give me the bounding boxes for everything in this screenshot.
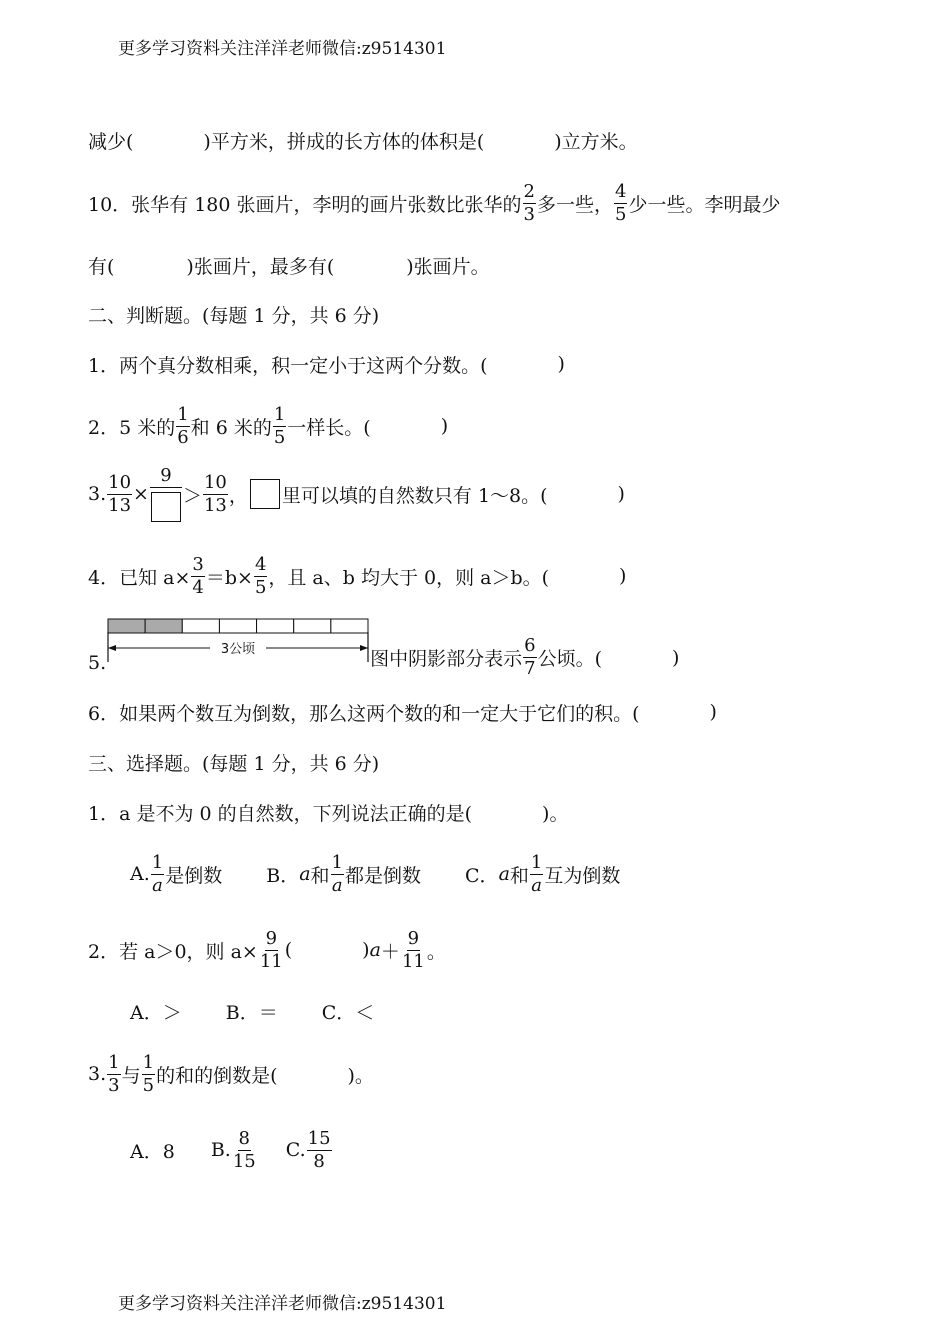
fraction bbox=[401, 927, 426, 972]
section2-title: 二、判断题。(每题 1 分，共 6 分) bbox=[88, 304, 380, 327]
text: ＝b× bbox=[205, 566, 253, 589]
text: 和 6 米的 bbox=[190, 416, 272, 439]
denominator-box bbox=[150, 488, 182, 522]
text: ) bbox=[672, 646, 680, 669]
fraction bbox=[331, 851, 344, 896]
hectare-diagram bbox=[106, 618, 370, 680]
text: )平方米，拼成的长方体的体积是( bbox=[203, 130, 485, 153]
text: 5. bbox=[88, 652, 107, 674]
denominator: a bbox=[531, 874, 542, 896]
variable: a bbox=[299, 863, 311, 885]
numerator: 10 bbox=[108, 471, 132, 493]
diagram-cells bbox=[108, 619, 368, 633]
text: ＋ bbox=[380, 940, 400, 963]
numerator: 8 bbox=[238, 1127, 250, 1149]
text: 1．两个真分数相乘，积一定小于这两个分数。( bbox=[88, 354, 488, 377]
numerator: 9 bbox=[150, 467, 181, 488]
denominator: a bbox=[152, 874, 163, 896]
sec3-q2-options bbox=[130, 983, 374, 1039]
text: 多一些， bbox=[536, 193, 613, 216]
text: 都是倒数 bbox=[345, 864, 422, 887]
numerator: 1 bbox=[142, 1051, 155, 1073]
fraction bbox=[523, 180, 536, 225]
denominator: 5 bbox=[254, 576, 267, 598]
text: ＞ bbox=[182, 484, 202, 507]
numerator: 1 bbox=[177, 403, 189, 425]
text: 4．已知 a× bbox=[88, 566, 191, 589]
sec2-q3 bbox=[88, 466, 625, 522]
numerator: 4 bbox=[254, 553, 267, 575]
fraction bbox=[107, 471, 132, 516]
text: ) bbox=[709, 701, 717, 723]
sec2-q1 bbox=[88, 336, 565, 392]
sec3-q2 bbox=[88, 922, 446, 978]
diagram-label: 3公顷 bbox=[221, 642, 256, 657]
option-a[interactable] bbox=[130, 851, 223, 896]
fraction bbox=[530, 851, 543, 896]
fraction bbox=[259, 927, 284, 972]
numerator: 9 bbox=[265, 927, 278, 949]
text: 2．5 米的 bbox=[88, 416, 176, 439]
denominator: a bbox=[331, 874, 343, 896]
diagram-arrow-left bbox=[108, 645, 116, 651]
text: × bbox=[133, 483, 149, 505]
q9-continuation bbox=[88, 112, 638, 168]
option-c[interactable]: C．＜ bbox=[321, 1001, 375, 1024]
page-header: 更多学习资料关注洋洋老师微信:z9514301 bbox=[118, 39, 447, 59]
fraction bbox=[191, 553, 204, 598]
fraction bbox=[176, 403, 189, 448]
text: 3. bbox=[88, 1063, 107, 1085]
text: ) bbox=[362, 939, 370, 961]
variable: a bbox=[498, 863, 510, 885]
text: ) bbox=[440, 415, 449, 437]
denominator: 5 bbox=[142, 1074, 155, 1096]
denominator: 8 bbox=[313, 1150, 325, 1172]
denominator: 11 bbox=[401, 950, 425, 972]
option-b[interactable] bbox=[210, 1127, 258, 1172]
blank-box bbox=[250, 479, 280, 509]
text: 少一些。李明最少 bbox=[628, 193, 781, 216]
text: ， bbox=[228, 484, 248, 507]
denominator: 5 bbox=[615, 203, 627, 225]
text: )张画片，最多有( bbox=[186, 255, 335, 278]
denominator: 13 bbox=[108, 494, 132, 516]
numerator: 1 bbox=[273, 403, 286, 425]
denominator: 3 bbox=[523, 203, 535, 225]
denominator: 3 bbox=[108, 1074, 120, 1096]
option-label: B. bbox=[210, 1139, 231, 1161]
sec3-q3-options bbox=[130, 1122, 333, 1178]
text: 图中阴影部分表示 bbox=[370, 648, 523, 670]
denominator: 13 bbox=[203, 494, 227, 516]
numerator: 6 bbox=[524, 635, 536, 656]
empty-cell bbox=[182, 619, 219, 633]
text: 的和的倒数是( bbox=[156, 1064, 278, 1087]
fraction bbox=[151, 851, 164, 896]
blank-box bbox=[151, 492, 181, 522]
text: 6．如果两个数互为倒数，那么这两个数的和一定大于它们的积。( bbox=[88, 702, 640, 725]
fraction-with-box bbox=[150, 464, 182, 522]
denominator: 4 bbox=[192, 576, 204, 598]
numerator: 15 bbox=[307, 1127, 331, 1149]
fraction bbox=[203, 471, 228, 516]
denominator: 15 bbox=[232, 1150, 256, 1172]
denominator: 7 bbox=[524, 658, 536, 679]
option-label: B． bbox=[266, 864, 300, 887]
numerator: 10 bbox=[203, 471, 227, 493]
text: 与 bbox=[121, 1064, 141, 1087]
text: 1．a 是不为 0 的自然数，下列说法正确的是( bbox=[88, 802, 473, 825]
denominator: 6 bbox=[177, 426, 189, 448]
text: 和 bbox=[509, 864, 529, 887]
fraction bbox=[142, 1051, 155, 1096]
text: 有( bbox=[88, 255, 115, 278]
sec2-q4 bbox=[88, 548, 626, 604]
fraction bbox=[254, 553, 267, 598]
numerator: 9 bbox=[407, 927, 420, 949]
text: 减少( bbox=[88, 130, 134, 153]
option-label: C. bbox=[285, 1139, 306, 1161]
text: 10．张华有 180 张画片，李明的画片张数比张华的 bbox=[88, 193, 522, 216]
sec2-q2 bbox=[88, 398, 448, 454]
text: 互为倒数 bbox=[544, 864, 621, 887]
fraction bbox=[273, 403, 286, 448]
fraction bbox=[523, 637, 536, 678]
shaded-cell bbox=[145, 619, 182, 633]
option-b[interactable] bbox=[266, 851, 422, 896]
fraction bbox=[107, 1051, 120, 1096]
q5-statement bbox=[370, 637, 679, 684]
text: )张画片。 bbox=[406, 255, 490, 278]
q10-line2 bbox=[88, 237, 490, 293]
numerator: 1 bbox=[331, 851, 343, 873]
option-a[interactable]: A．8 bbox=[130, 1140, 175, 1163]
text: 3. bbox=[88, 483, 107, 505]
sec2-q5 bbox=[88, 620, 679, 684]
sec2-q6 bbox=[88, 684, 717, 740]
fraction bbox=[307, 1127, 332, 1172]
text: ，且 a、b 均大于 0，则 a＞b。( bbox=[268, 566, 550, 589]
page-footer: 更多学习资料关注洋洋老师微信:z9514301 bbox=[118, 1294, 447, 1314]
numerator: 1 bbox=[108, 1051, 120, 1073]
numerator: 3 bbox=[192, 553, 204, 575]
text: 2．若 a＞0，则 a× bbox=[88, 940, 258, 963]
shaded-cell bbox=[108, 619, 145, 633]
option-c[interactable] bbox=[285, 1127, 333, 1172]
option-label: A. bbox=[130, 863, 150, 885]
text: ) bbox=[619, 565, 627, 587]
text: ) bbox=[617, 483, 625, 505]
numerator: 1 bbox=[151, 851, 164, 873]
empty-cell bbox=[331, 619, 368, 633]
sec3-q1-options bbox=[130, 846, 620, 902]
text: ) bbox=[557, 353, 565, 375]
text: )立方米。 bbox=[554, 130, 638, 153]
text: 公顷。( bbox=[537, 648, 603, 670]
option-c[interactable] bbox=[465, 851, 621, 896]
numerator: 2 bbox=[523, 180, 535, 202]
sec3-q1 bbox=[88, 784, 568, 840]
denominator: 5 bbox=[273, 426, 286, 448]
section3-title: 三、选择题。(每题 1 分，共 6 分) bbox=[88, 752, 380, 775]
text: )。 bbox=[347, 1064, 374, 1087]
text: 和 bbox=[310, 864, 330, 887]
numerator: 4 bbox=[615, 180, 627, 202]
fraction bbox=[232, 1127, 257, 1172]
empty-cell bbox=[220, 619, 257, 633]
text: ( bbox=[284, 939, 293, 961]
empty-cell bbox=[257, 619, 294, 633]
q10-line1 bbox=[88, 175, 780, 231]
option-a[interactable]: A．＞ bbox=[130, 1001, 182, 1024]
option-b[interactable]: B．＝ bbox=[225, 1001, 278, 1024]
text: 里可以填的自然数只有 1～8。( bbox=[281, 484, 548, 507]
fraction bbox=[614, 180, 627, 225]
text: 一样长。( bbox=[287, 416, 371, 439]
text: 。 bbox=[426, 940, 446, 963]
sec3-q3 bbox=[88, 1046, 374, 1102]
numerator: 1 bbox=[530, 851, 543, 873]
variable: a bbox=[369, 939, 381, 961]
text: )。 bbox=[542, 802, 569, 825]
empty-cell bbox=[294, 619, 331, 633]
diagram-arrow-right bbox=[360, 645, 368, 651]
denominator: 11 bbox=[259, 950, 283, 972]
option-label: C． bbox=[465, 864, 499, 887]
text: 是倒数 bbox=[165, 864, 223, 887]
